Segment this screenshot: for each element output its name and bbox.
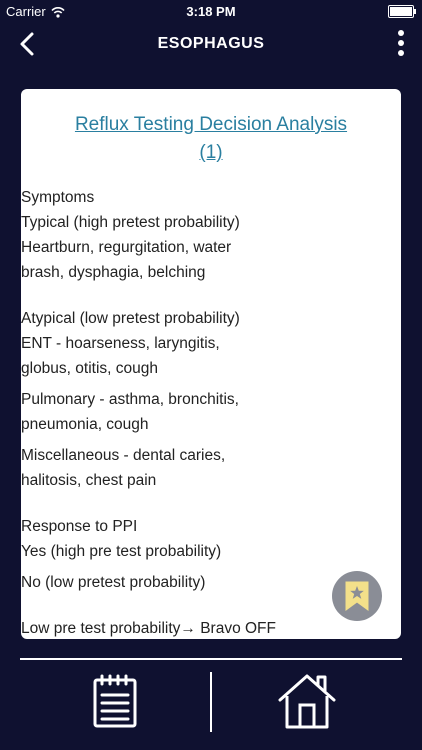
tab-notes[interactable] bbox=[20, 668, 210, 734]
list-item: Miscellaneous - dental caries, halitosis, chest pain bbox=[21, 443, 266, 493]
bookmark-star-icon bbox=[344, 581, 370, 611]
article-title-link[interactable] bbox=[41, 111, 381, 167]
battery-icon bbox=[388, 5, 414, 18]
bookmark-button[interactable] bbox=[332, 571, 382, 621]
list-item: ENT - hoarseness, laryngitis, globus, otitis, cough bbox=[21, 331, 266, 381]
vertical-ellipsis-icon[interactable] bbox=[394, 28, 408, 58]
outline-ppi: Response to PPI Yes (high pre test probability) No (low pretest probability) bbox=[21, 514, 401, 595]
list-item: No (low pretest probability) bbox=[21, 570, 401, 595]
battery-fill bbox=[390, 7, 412, 16]
outline-typical: Typical (high pretest probability) Heartburn, regurgitation, water brash, dysphagia, belching bbox=[21, 210, 401, 285]
outline bbox=[21, 185, 401, 639]
outline-symptoms: Symptoms Typical (high pretest probability) Heartburn, regurgitation, water brash, dysphagia, belching Atypical (low pretest probability) ENT - hoarseness, laryngitis, globus, otitis, cough Pulmonary - asthma, bronchitis, pneumonia, cough Miscellaneous - dental caries, halitosis, chest pain bbox=[21, 185, 401, 493]
notepad-icon bbox=[92, 673, 138, 729]
status-bar bbox=[0, 0, 422, 22]
article-title-line2: (1) bbox=[199, 142, 223, 163]
content-card[interactable] bbox=[21, 89, 401, 639]
article-title-line1: Reflux Testing Decision Analysis bbox=[74, 114, 348, 135]
carrier-label: Carrier bbox=[6, 4, 46, 19]
list-item: Yes (high pre test probability) bbox=[21, 539, 401, 564]
list-item: Heartburn, regurgitation, water brash, dysphagia, belching bbox=[21, 235, 251, 285]
tab-home[interactable] bbox=[212, 668, 402, 734]
list-item: Pulmonary - asthma, bronchitis, pneumonia, cough bbox=[21, 387, 266, 437]
status-time: 3:18 PM bbox=[186, 4, 236, 19]
outline-low-pretest: Low pre test probability→ Bravo OFF bbox=[21, 616, 401, 639]
home-icon bbox=[277, 672, 337, 730]
navigation-bar bbox=[0, 22, 422, 66]
outline-atypical: Atypical (low pretest probability) ENT - hoarseness, laryngitis, globus, otitis, cough Pulmonary - asthma, bronchitis, pneumonia, cough Miscellaneous - dental caries, halitosis, chest pain bbox=[21, 306, 401, 493]
page-title: ESOPHAGUS bbox=[157, 35, 265, 52]
tab-bar-divider bbox=[20, 658, 402, 660]
